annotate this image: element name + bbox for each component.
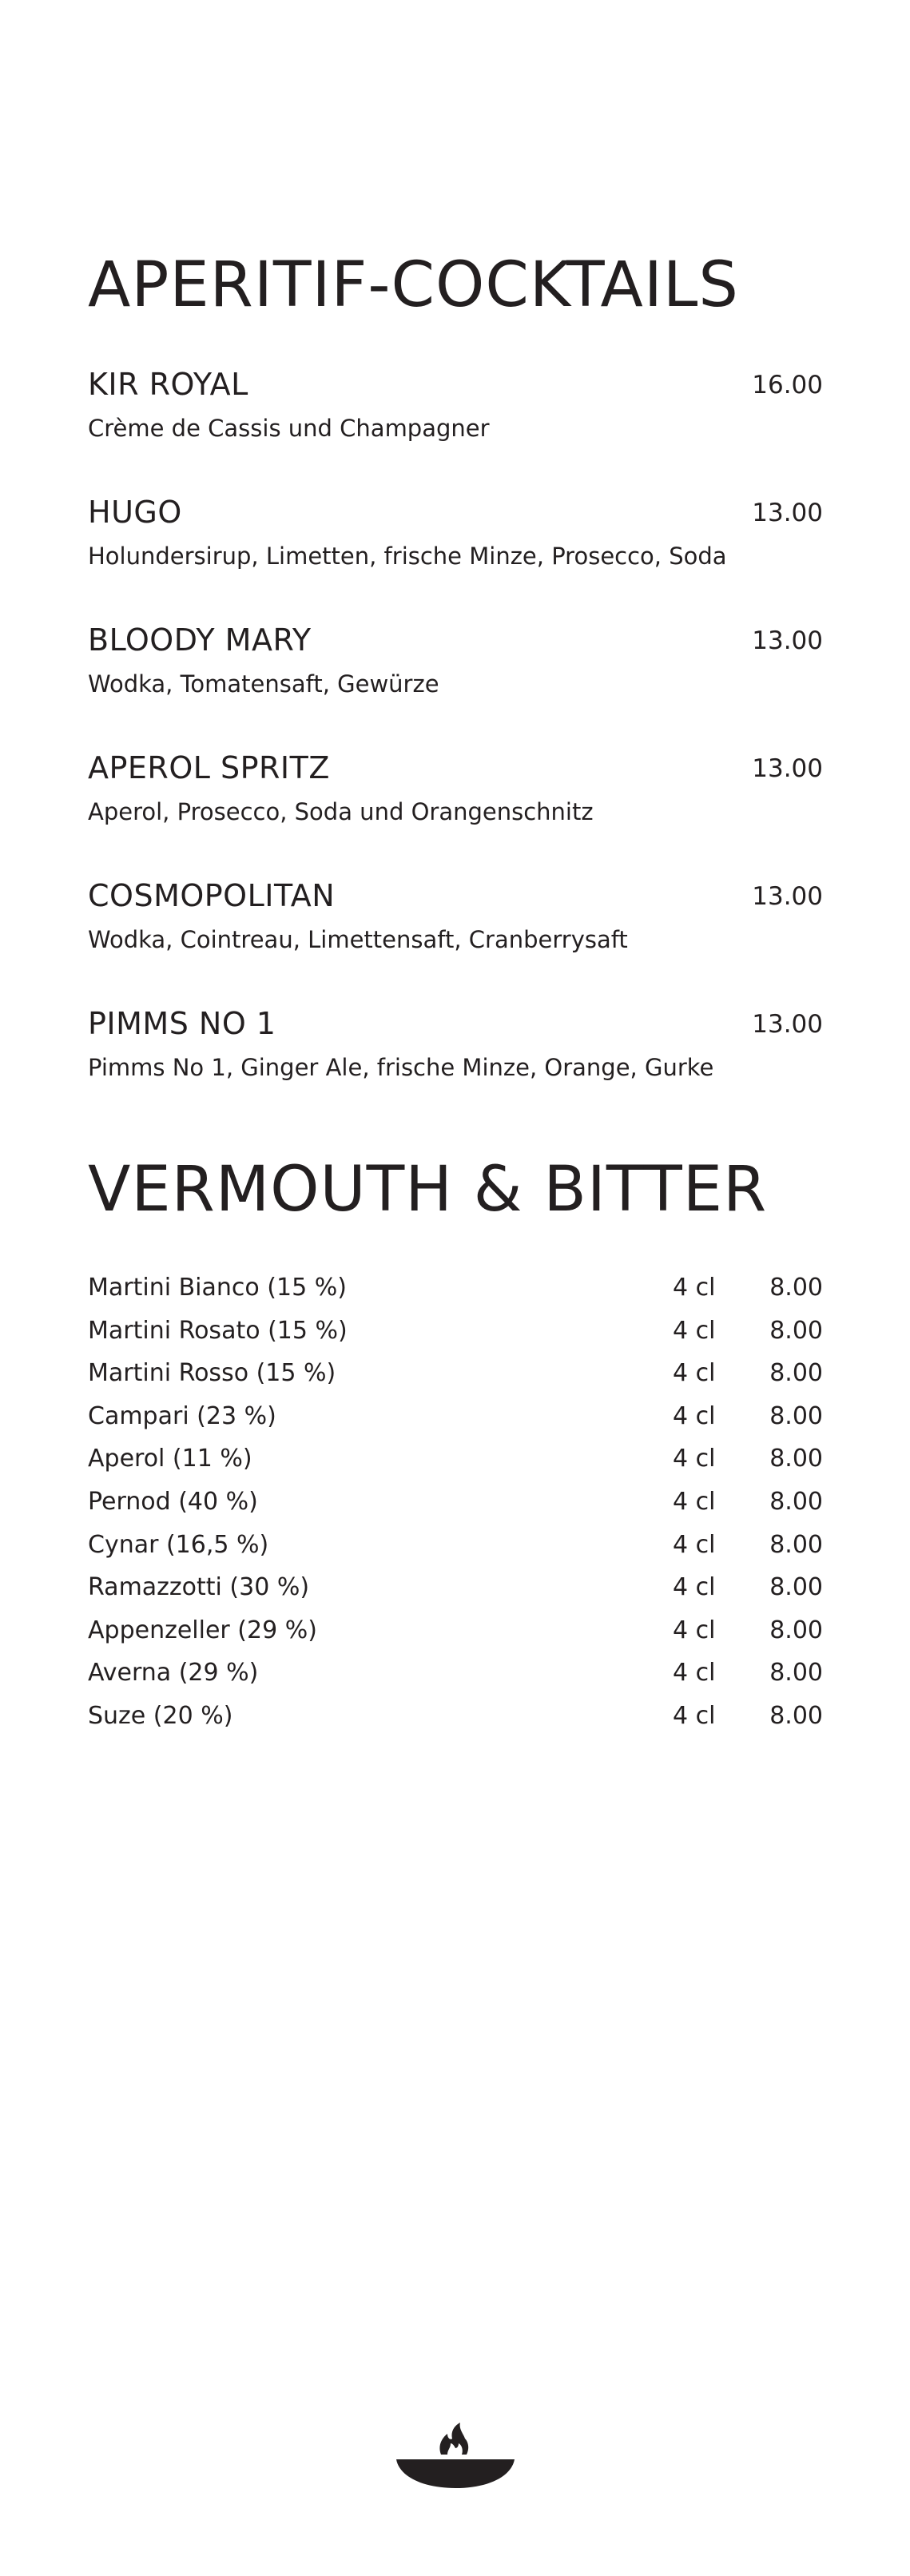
- cocktail-description: Wodka, Tomatensaft, Gewürze: [88, 670, 439, 698]
- bitter-volume: 4 cl: [673, 1701, 716, 1730]
- bitter-name: Martini Bianco (15 %): [88, 1274, 347, 1302]
- cocktail-name: APEROL SPRITZ: [88, 750, 330, 785]
- bitter-volume: 4 cl: [673, 1401, 716, 1430]
- bitter-volume: 4 cl: [673, 1316, 716, 1345]
- bitter-price: 8.00: [769, 1445, 823, 1473]
- bitter-volume: 4 cl: [673, 1616, 716, 1644]
- bitter-price: 8.00: [769, 1659, 823, 1688]
- menu-item-cocktail: [88, 366, 823, 454]
- menu-page: [88, 0, 823, 2576]
- section-title-vermouth-bitter: VERMOUTH & BITTER: [88, 1154, 768, 1226]
- bitter-name: Martini Rosso (15 %): [88, 1359, 336, 1388]
- cocktail-price: 13.00: [752, 1010, 823, 1039]
- bitter-price: 8.00: [769, 1274, 823, 1302]
- bitter-volume: 4 cl: [673, 1573, 716, 1602]
- bitter-price: 8.00: [769, 1359, 823, 1388]
- bitter-row: [88, 1486, 823, 1529]
- bitter-price: 8.00: [769, 1530, 823, 1559]
- bitter-volume: 4 cl: [673, 1274, 716, 1302]
- cocktail-description: Holundersirup, Limetten, frische Minze, Prosecco, Soda: [88, 543, 727, 570]
- bitter-row: [88, 1529, 823, 1572]
- menu-item-cocktail: [88, 877, 823, 965]
- cocktail-price: 16.00: [752, 371, 823, 400]
- cocktail-price: 13.00: [752, 882, 823, 911]
- bitter-name: Cynar (16,5 %): [88, 1530, 269, 1559]
- menu-item-cocktail: [88, 622, 823, 710]
- bitter-row: [88, 1615, 823, 1658]
- vermouth-bitter-list: [88, 1272, 823, 1743]
- cocktail-name: COSMOPOLITAN: [88, 878, 336, 913]
- menu-item-cocktail: [88, 749, 823, 837]
- cocktail-name: BLOODY MARY: [88, 622, 312, 658]
- bitter-price: 8.00: [769, 1616, 823, 1644]
- bitter-row: [88, 1700, 823, 1743]
- bitter-volume: 4 cl: [673, 1659, 716, 1688]
- bitter-price: 8.00: [769, 1573, 823, 1602]
- cocktail-price: 13.00: [752, 626, 823, 655]
- cocktail-name: KIR ROYAL: [88, 367, 248, 402]
- menu-item-cocktail: [88, 494, 823, 582]
- bitter-price: 8.00: [769, 1401, 823, 1430]
- cocktail-price: 13.00: [752, 754, 823, 783]
- bitter-volume: 4 cl: [673, 1445, 716, 1473]
- menu-item-cocktail: [88, 1005, 823, 1093]
- bitter-price: 8.00: [769, 1487, 823, 1516]
- bitter-name: Ramazzotti (30 %): [88, 1573, 310, 1602]
- cocktail-name: PIMMS NO 1: [88, 1006, 276, 1041]
- bitter-volume: 4 cl: [673, 1487, 716, 1516]
- bitter-name: Martini Rosato (15 %): [88, 1316, 348, 1345]
- cocktail-description: Pimms No 1, Ginger Ale, frische Minze, Orange, Gurke: [88, 1054, 714, 1081]
- fire-bowl-icon: [395, 2421, 516, 2490]
- cocktail-price: 13.00: [752, 499, 823, 527]
- bitter-row: [88, 1358, 823, 1401]
- bitter-volume: 4 cl: [673, 1359, 716, 1388]
- bitter-price: 8.00: [769, 1316, 823, 1345]
- bitter-name: Aperol (11 %): [88, 1445, 252, 1473]
- bitter-name: Pernod (40 %): [88, 1487, 258, 1516]
- bitter-name: Appenzeller (29 %): [88, 1616, 317, 1644]
- section-title-aperitif-cocktails: APERITIF-COCKTAILS: [88, 249, 739, 321]
- cocktail-name: HUGO: [88, 495, 182, 530]
- cocktail-description: Aperol, Prosecco, Soda und Orangenschnitz: [88, 798, 594, 825]
- bitter-volume: 4 cl: [673, 1530, 716, 1559]
- bitter-row: [88, 1272, 823, 1315]
- bitter-row: [88, 1401, 823, 1444]
- bitter-name: Averna (29 %): [88, 1659, 259, 1688]
- cocktail-description: Wodka, Cointreau, Limettensaft, Cranberrysaft: [88, 926, 628, 953]
- bitter-name: Campari (23 %): [88, 1401, 276, 1430]
- bitter-price: 8.00: [769, 1701, 823, 1730]
- bitter-row: [88, 1315, 823, 1358]
- bitter-name: Suze (20 %): [88, 1701, 233, 1730]
- cocktail-description: Crème de Cassis und Champagner: [88, 415, 490, 442]
- bitter-row: [88, 1572, 823, 1615]
- bitter-row: [88, 1657, 823, 1700]
- bitter-row: [88, 1443, 823, 1486]
